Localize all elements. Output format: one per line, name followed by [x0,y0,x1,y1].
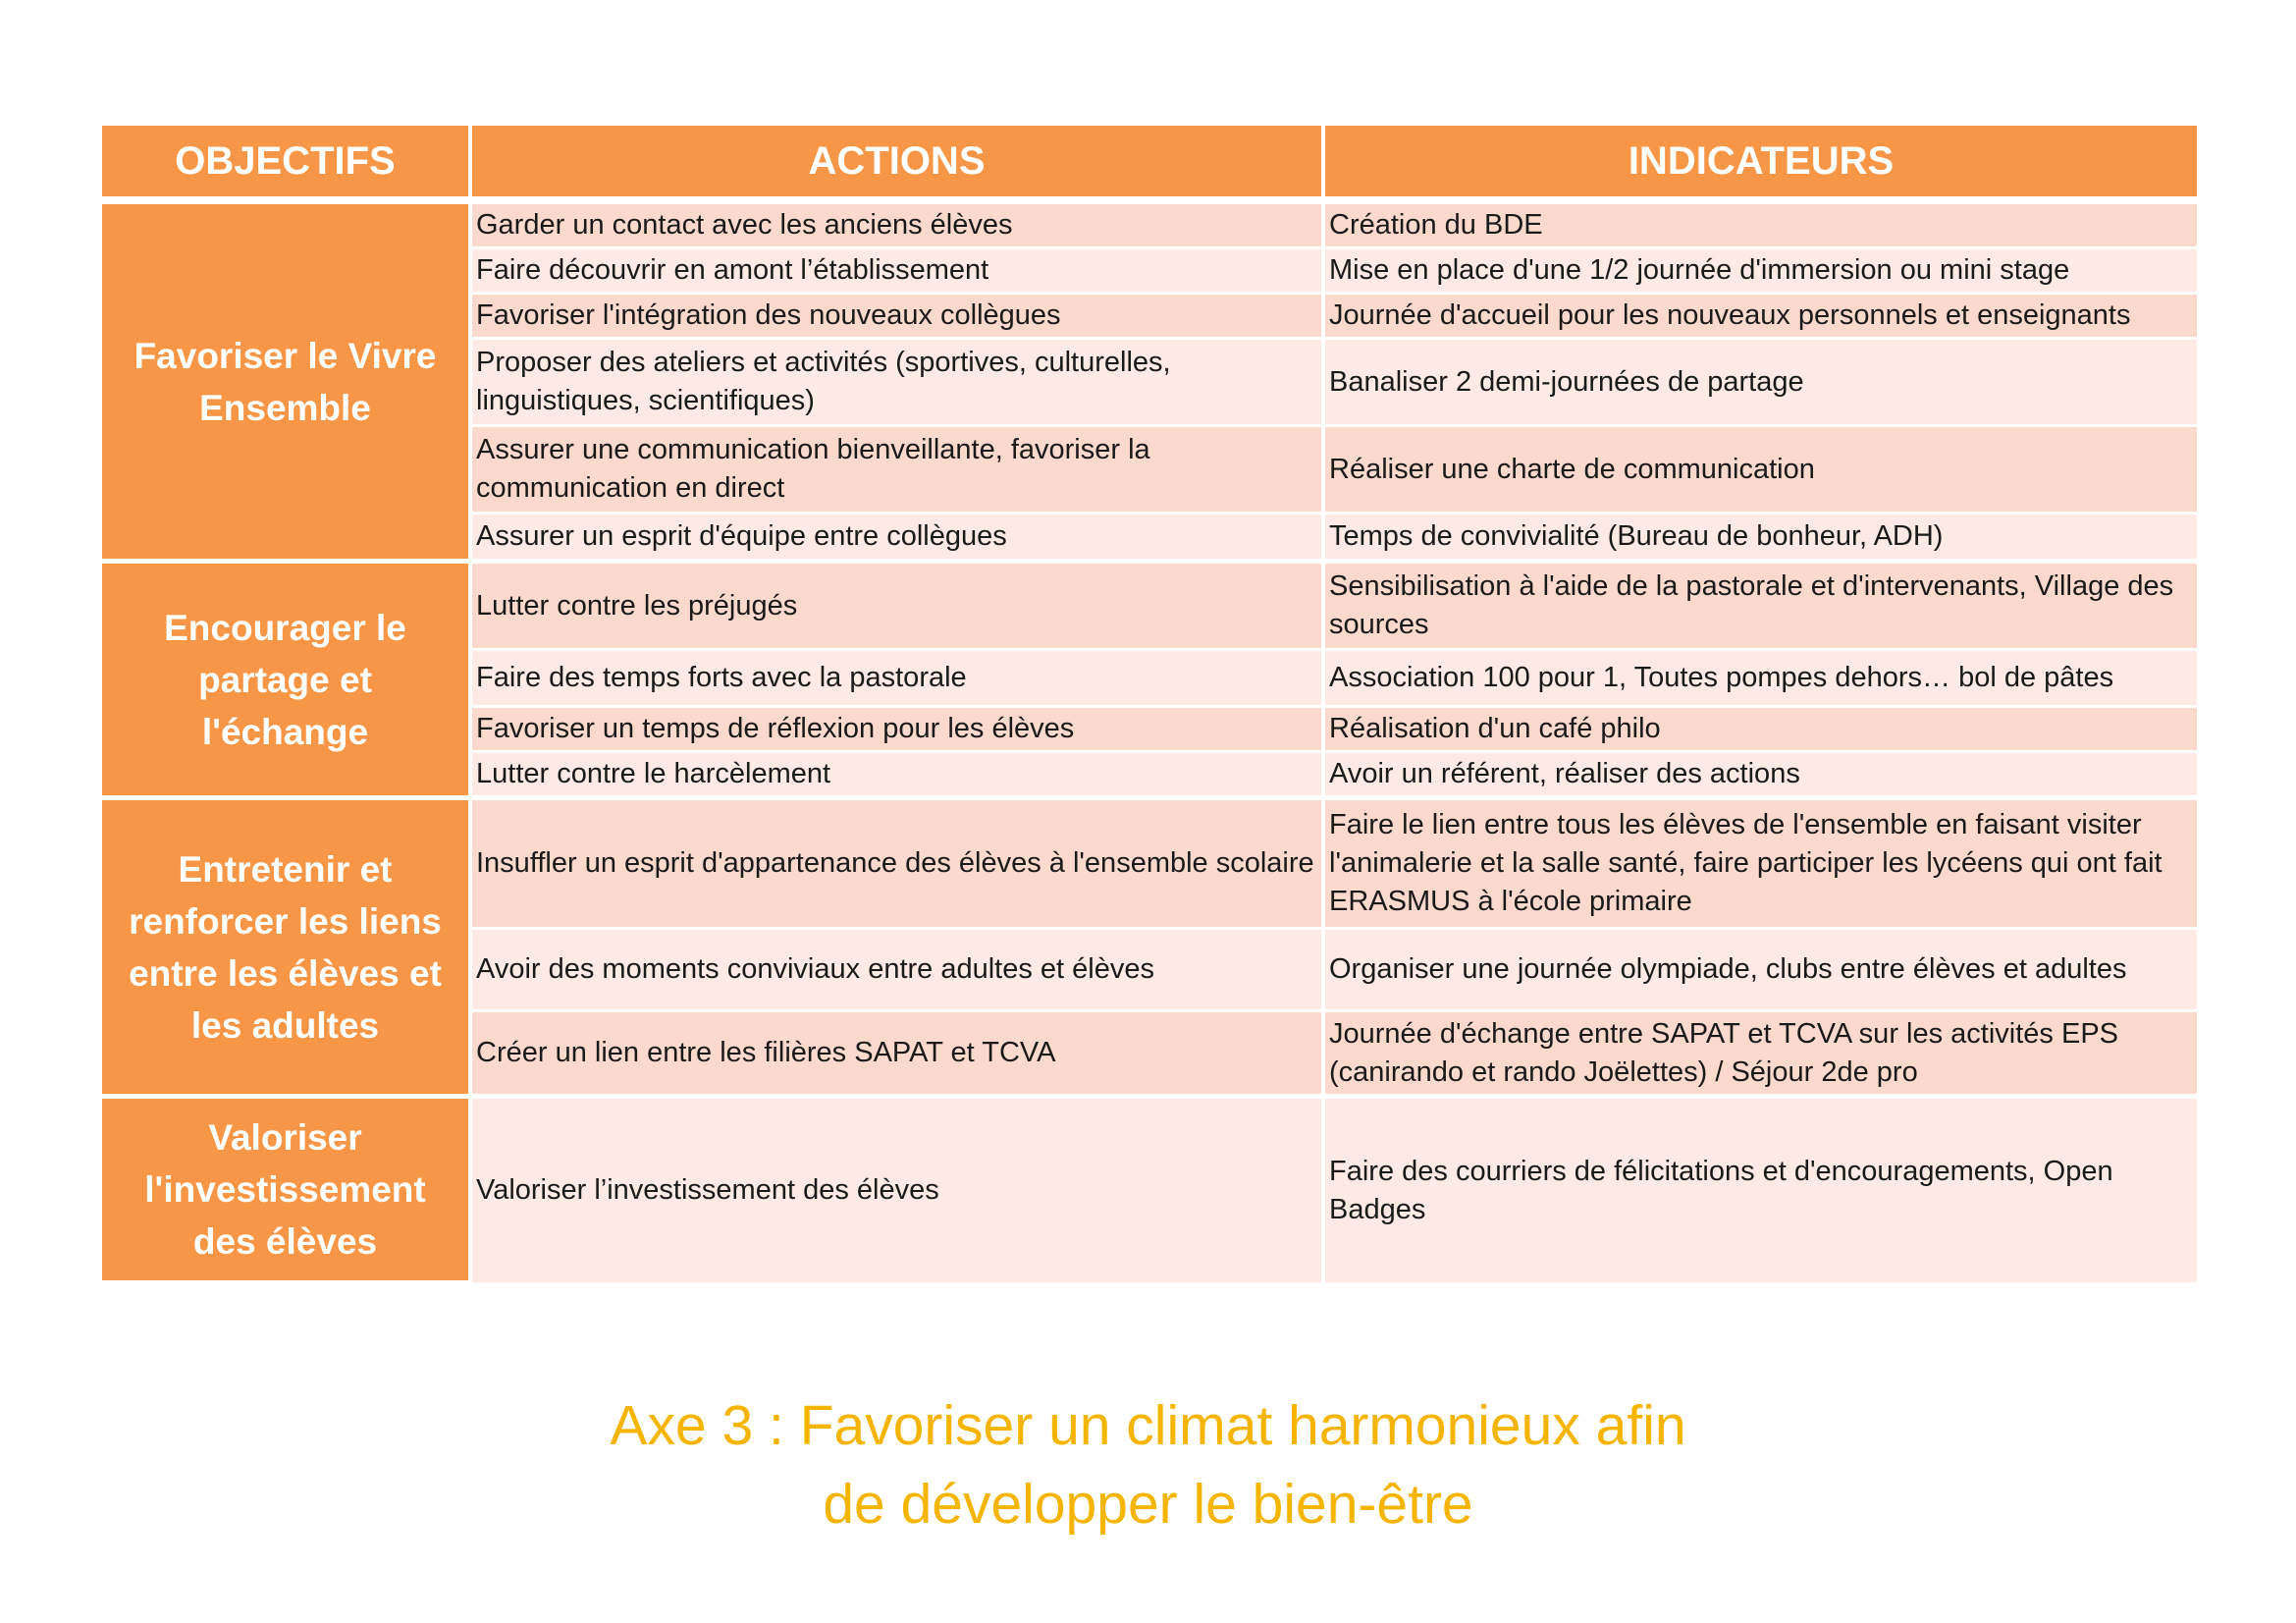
indicator-cell: Mise en place d'une 1/2 journée d'immersion ou mini stage [1325,249,2197,295]
indicator-cell: Journée d'accueil pour les nouveaux personnels et enseignants [1325,295,2197,340]
table-row [102,564,2197,651]
action-cell: Insuffler un esprit d'appartenance des élèves à l'ensemble scolaire [472,800,1325,930]
action-cell: Créer un lien entre les filières SAPAT et TCVA [472,1012,1325,1099]
indicator-cell: Réaliser une charte de communication [1325,427,2197,514]
table-row [102,204,2197,249]
header-actions: ACTIONS [472,126,1325,204]
indicator-cell: Journée d'échange entre SAPAT et TCVA sur les activités EPS (canirando et rando Joëlettes) / Séjour 2de pro [1325,1012,2197,1099]
table-header-row [102,126,2197,204]
axis-title-line1: Axe 3 : Favoriser un climat harmonieux afin [610,1394,1686,1457]
indicator-cell: Faire des courriers de félicitations et d'encouragements, Open Badges [1325,1099,2197,1285]
indicator-cell: Réalisation d'un café philo [1325,708,2197,753]
objective-cell: Favoriser le Vivre Ensemble [102,204,472,564]
indicator-cell: Temps de convivialité (Bureau de bonheur, ADH) [1325,514,2197,564]
objectives-table [102,126,2197,1285]
action-cell: Faire des temps forts avec la pastorale [472,651,1325,708]
axis-title [0,1386,2296,1543]
indicator-cell: Création du BDE [1325,204,2197,249]
action-cell: Garder un contact avec les anciens élèves [472,204,1325,249]
action-cell: Favoriser un temps de réflexion pour les élèves [472,708,1325,753]
action-cell: Proposer des ateliers et activités (sportives, culturelles, linguistiques, scientifiques) [472,340,1325,427]
action-cell: Lutter contre les préjugés [472,564,1325,651]
action-cell: Assurer un esprit d'équipe entre collègues [472,514,1325,564]
indicator-cell: Sensibilisation à l'aide de la pastorale et d'intervenants, Village des sources [1325,564,2197,651]
indicator-cell: Avoir un référent, réaliser des actions [1325,753,2197,800]
table-row [102,1099,2197,1285]
action-cell: Lutter contre le harcèlement [472,753,1325,800]
indicator-cell: Organiser une journée olympiade, clubs entre élèves et adultes [1325,930,2197,1012]
header-objectifs: OBJECTIFS [102,126,472,204]
action-cell: Faire découvrir en amont l’établissement [472,249,1325,295]
objective-cell: Entretenir et renforcer les liens entre les élèves et les adultes [102,800,472,1099]
header-indicateurs: INDICATEURS [1325,126,2197,204]
action-cell: Assurer une communication bienveillante, favoriser la communication en direct [472,427,1325,514]
objective-cell: Encourager le partage et l'échange [102,564,472,800]
axis-title-line2: de développer le bien-être [823,1473,1473,1536]
indicator-cell: Faire le lien entre tous les élèves de l'ensemble en faisant visiter l'animalerie et la salle santé, faire participer les lycéens qui ont fait ERASMUS à l'école primaire [1325,800,2197,930]
indicator-cell: Banaliser 2 demi-journées de partage [1325,340,2197,427]
table-row [102,800,2197,930]
action-cell: Valoriser l’investissement des élèves [472,1099,1325,1285]
objective-cell: Valoriser l'investissement des élèves [102,1099,472,1285]
action-cell: Favoriser l'intégration des nouveaux collègues [472,295,1325,340]
indicator-cell: Association 100 pour 1, Toutes pompes dehors… bol de pâtes [1325,651,2197,708]
action-cell: Avoir des moments conviviaux entre adultes et élèves [472,930,1325,1012]
